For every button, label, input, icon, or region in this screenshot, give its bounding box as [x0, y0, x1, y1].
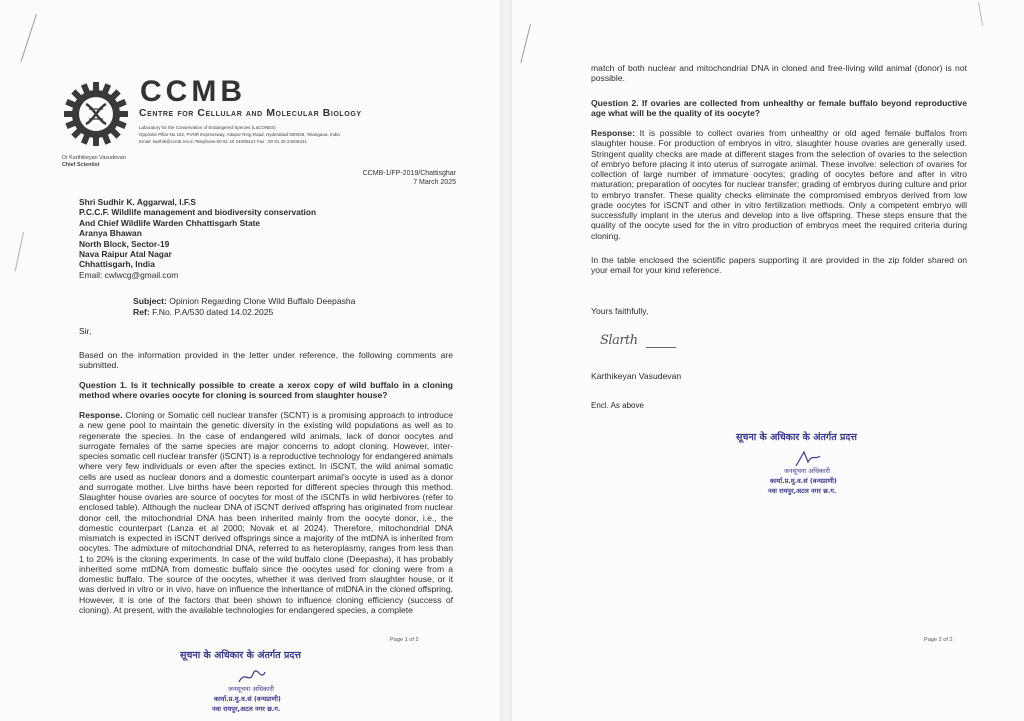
closing: Yours faithfully,: [591, 306, 649, 316]
question-2: Question 2. If ovaries are collected from unhealthy or female buffalo beyond reproductive age what will be the quality of its oocyte?: [591, 98, 967, 119]
rti-stamp-officer: जनसूचना अधिकारी: [784, 467, 830, 475]
letter-date: 7 March 2025: [413, 178, 456, 186]
signature-stroke: [646, 347, 676, 348]
ref-line: [133, 307, 355, 318]
recipient-line: Aranya Bhawan: [79, 228, 142, 239]
response-1-text: Cloning or Somatic cell nuclear transfer (SCNT) is a promising approach to introduce a new gene pool to maintain the genetic diversity in the existing wild populations as well as to regenerate the species. In the case of endangered wild animals, lack of donor oocytes and surrogate females of the same species are major concerns to adopt cloning. However, inter-species somatic cell nuclear transfer (iSCNT) is a reproductive technology for endangered animals where very few individuals or even after the species extinct. In iSCNT, the wild animal somatic cells are used as nuclear donors and a domestic counterpart animal's oocyte is used as a donor and surrogate mother. Live births have been reported for different species through this method. Slaughter house ovaries are source of oocytes for most of the iSCNTs in wild herbivores (refer to enclosed table). Although the nuclear DNA of iSCNT derived offspring has originated from nuclear donor cell, the mitochondrial DNA has been inherited mainly from the oocyte donor, i.e., the domestic counterpart (Lanza et al 2000; Novak et al 2024). Therefore, mitochondrial DNA mismatch is expected in iSCNT derived offsprings since a majority of the mtDNA is inherited from oocytes. The admixture of mitochondrial DNA, referred to as heteroplasmy, ranges from less than 1 to 20% is the cloning experiments. In case of the wild buffalo clone (Deepasha), it has probably inherited some mtDNA from domestic buffalo since the oocytes used for cloning were from a domestic buffalo. The source of the oocytes, whether it was derived from slaughter house, or it was derived in vitro or in vivo, have on influence the inheritance of mtDNA in the cloned offspring. However, it is one of the factors that been shown to influence cloning efficiency (success of cloning). At present, with the available technologies for endangered species, a complete: [79, 410, 454, 615]
subject-label: Subject:: [133, 296, 167, 306]
letter-page-2: [512, 0, 1024, 721]
continuation-paragraph: match of both nuclear and mitochondrial DNA in cloned and free-living wild animal (donor) is not possible.: [591, 63, 967, 84]
rti-stamp-office: कार्या.प्र.मु.व.सं (वन्यप्राणी): [770, 477, 837, 485]
recipient-line: Chhattisgarh, India: [79, 259, 155, 270]
rti-stamp-officer: जनसूचना अधिकारी: [228, 685, 274, 693]
recipient-email: Email: cwlwcg@gmail.com: [79, 269, 179, 280]
sender-designation: Chief Scientist: [62, 162, 100, 168]
recipient-line: North Block, Sector-19: [79, 238, 170, 249]
pen-mark: [21, 14, 37, 62]
lab-name: Laboratory for the Conservation of Endangered Species (LaCONES): [139, 125, 276, 130]
page-number: Page 2 of 2: [924, 637, 953, 643]
contact-line: Email: karthik@ccmb.res.in Telephone:00 91 40 24006421 Fax : 00 91 40 24006441: [139, 139, 307, 144]
intro-paragraph: Based on the information provided in the letter under reference, the following comments are submitted.: [79, 350, 453, 371]
letter-page-1: [0, 0, 500, 721]
reference-number: CCMB-1/FP-2019/Chattisghar: [362, 170, 456, 177]
logo-title: CCMB: [140, 75, 246, 108]
rti-stamp-header: सूचना के अधिकार के अंतर्गत प्रदत्त: [180, 650, 301, 661]
ref-text: F.No. P.A/530 dated 14.02.2025: [152, 306, 274, 317]
response-1-label: Response.: [79, 410, 123, 420]
response-2-label: Response:: [591, 128, 635, 138]
response-2: [591, 128, 967, 241]
pen-mark: [978, 2, 983, 26]
subject-line: [133, 296, 355, 307]
rti-stamp-office: कार्या.प्र.मु.व.सं (वन्यप्राणी): [214, 695, 281, 703]
ref-label: Ref:: [133, 306, 150, 317]
page-number: Page 1 of 2: [390, 637, 419, 643]
salutation: Sir,: [79, 326, 92, 336]
address: Opposite Pillar No 162, PVNR Expressway, Attapur Ring Road, Hyderabad 500048, Telangana, India: [139, 132, 340, 137]
recipient-line: P.C.C.F. Wildlife management and biodiversity conservation: [79, 207, 317, 218]
rti-stamp-header: सूचना के अधिकार के अंतर्गत प्रदत्त: [736, 432, 857, 443]
sender-name: Dr Karthikeyan Vasudevan: [62, 155, 126, 161]
institute-name: Centre for Cellular and Molecular Biology: [139, 108, 362, 119]
ccmb-logo-icon: [60, 78, 132, 150]
signatory-name: Karthikeyan Vasudevan: [591, 371, 682, 381]
rti-stamp-location: नवा रायपुर,अटल नगर छ.ग.: [768, 487, 837, 495]
recipient-line: Nava Raipur Atal Nagar: [79, 249, 172, 260]
recipient-line: Shri Sudhir K. Aggarwal, I.F.S: [79, 197, 196, 207]
pen-mark: [15, 232, 24, 271]
response-2-text: It is possible to collect ovaries from unhealthy or old aged female buffalos from slaughter house. For production of embryos in vitro, slaughter house ovaries are generally used. Stringent quality checks are made at different stages from the selection of ovaries to the selection of embryo before placing it into uterus of surrogate animal. These involve: selection of ovaries for collection of large number of immature oocytes; grading of oocytes before and after in vitro maturation; preparation of oocytes for nuclear transfer; grading of embryos during culture and prior to embryo transfer. These quality checks eliminate the compromised embryos derived from low grade oocytes for iSCNT and other in vitro fertilization methods. Only a competent embryo will successfully implant in the uterus and develop into a live offspring. These steps ensure that the quality of the oocyte used for the in vitro production of embryos meet the required criteria during cloning.: [591, 128, 967, 241]
recipient-line: And Chief Wildlife Warden Chhattisgarh State: [79, 217, 261, 228]
subject-block: [133, 296, 355, 317]
signature-scribble: Slarth: [600, 333, 638, 348]
table-note-paragraph: In the table enclosed the scientific papers supporting it are provided in the zip folder shared on your email for your kind reference.: [591, 255, 967, 276]
pen-mark: [520, 24, 531, 63]
book-spine: [500, 0, 512, 721]
rti-stamp-location: नवा रायपुर,अटल नगर छ.ग.: [212, 705, 281, 713]
signature: [600, 333, 690, 361]
response-1: [79, 410, 453, 615]
question-1: Question 1. Is it technically possible to create a xerox copy of wild buffalo in a cloning method where ovaries oocyte for cloning is sourced from slaughter house?: [79, 380, 453, 401]
enclosure-note: Encl. As above: [591, 401, 644, 410]
subject-text: Opinion Regarding Clone Wild Buffalo Deepasha: [169, 296, 356, 306]
recipient-block: [79, 197, 316, 280]
